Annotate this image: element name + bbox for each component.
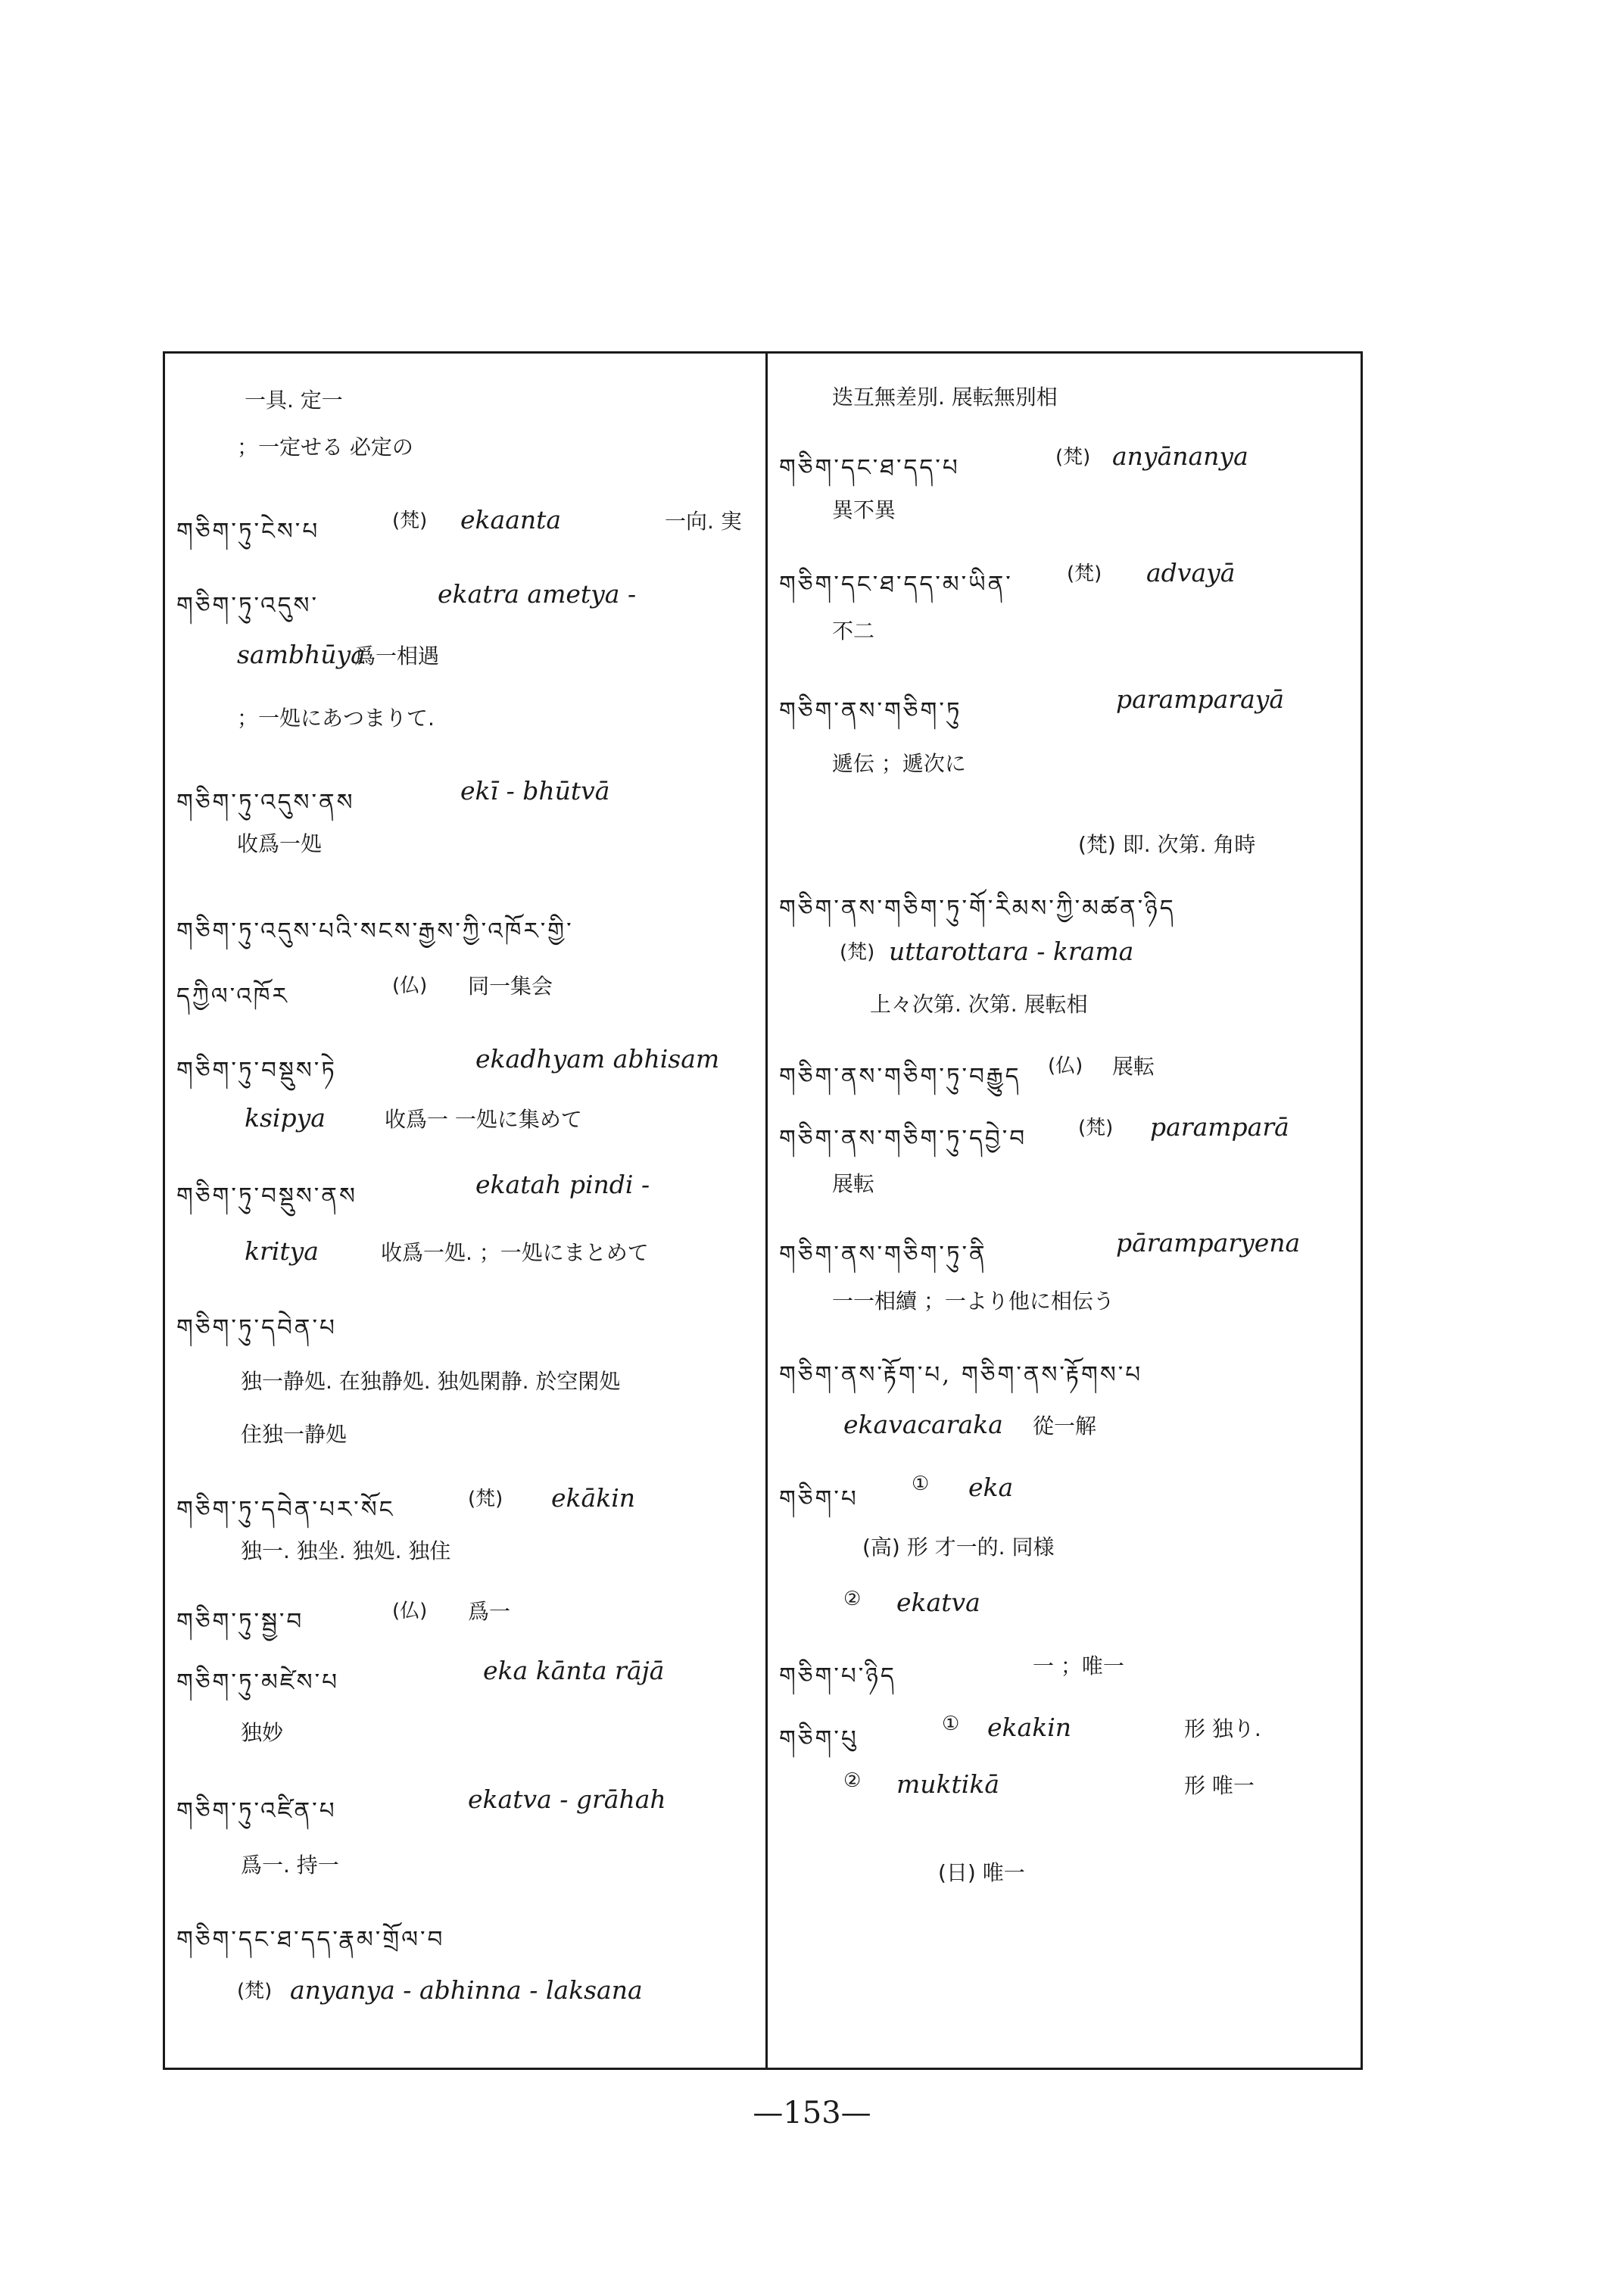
tibetan-headword: གཅིག་ནས་རྟོག་པ, གཅིག་ནས་རྟོགས་པ [779,1361,1143,1389]
definition: 收爲一処. ；一処にまとめて [381,1240,649,1265]
tibetan-headword: གཅིག་པ [779,1485,859,1513]
tibetan-headword: གཅིག་ཏུ་འདུས་ནས [176,789,355,816]
japanese-gloss: (日) 唯一 [938,1860,1025,1885]
tibetan-headword: གཅིག་ནས་གཅིག་ཏུ་བརྒྱུད [779,1063,1021,1090]
dictionary-frame [163,351,1363,2070]
definition: 一 ；唯一 [1033,1653,1124,1678]
tibetan-headword: གཅིག་ནས་གཅིག་ཏུ་གོ་རིམས་ཀྱི་མཚན་ཉིད [779,895,1176,922]
sanskrit-equivalent: paramparayā [1116,684,1285,714]
japanese-gloss: 独一静処. 在独静処. 独処閑静. 於空閑処 [241,1369,621,1394]
japanese-gloss: (梵) 即. 次第. 角時 [1078,832,1256,857]
definition: 一向. 実 [665,509,742,534]
definition: 收爲一 一処に集めて [385,1107,582,1132]
source-abbreviation: (梵) [1067,563,1102,585]
sanskrit-equivalent: ekatah pindi - [475,1170,650,1199]
tibetan-headword: གཅིག་པ་ཉིད [779,1663,896,1690]
japanese-gloss: 上々次第. 次第. 展転相 [870,992,1088,1017]
sanskrit-equivalent: pāramparyena [1116,1228,1301,1258]
source-abbreviation: ② [843,1769,862,1792]
sanskrit-equivalent: ekaanta [460,505,562,535]
source-abbreviation: (仏) [1048,1055,1083,1077]
sanskrit-equivalent: ekī - bhūtvā [460,776,610,806]
japanese-gloss: (高) 形 才一的. 同様 [862,1535,1055,1560]
source-abbreviation: (梵) [468,1488,503,1510]
sanskrit-equivalent: ekavacaraka [843,1410,1003,1439]
source-abbreviation: ① [942,1713,960,1735]
definition: 形 独り. [1184,1716,1261,1741]
left-column [165,354,765,2068]
source-abbreviation: (梵) [1055,446,1091,469]
tibetan-headword: གཅིག་ཏུ་དབེན་པ [176,1314,337,1342]
japanese-gloss: 住独一静処 [241,1422,348,1447]
tibetan-headword: གཅིག་ཏུ་མཛེས་པ [176,1669,339,1696]
tibetan-headword: གཅིག་ཏུ་ངེས་པ [176,518,320,545]
tibetan-headword: གཅིག་ཏུ་དབེན་པར་སོང [176,1496,395,1523]
japanese-gloss: 一一相續 ；一より他に相伝う [832,1289,1114,1314]
definition: 形 唯一 [1184,1773,1255,1798]
tibetan-headword: གཅིག་ཏུ་སྦྱ་བ [176,1608,304,1635]
source-abbreviation: (仏) [392,974,428,997]
tibetan-headword: གཅིག་ཏུ་འཛིན་པ [176,1797,337,1825]
japanese-gloss: 遞伝 ；遞次に [832,751,966,776]
definition: 同一集会 [468,974,553,999]
sanskrit-equivalent: ekakin [987,1713,1072,1742]
sanskrit-equivalent: advayā [1146,558,1236,588]
japanese-gloss: 爲一. 持一 [241,1853,339,1878]
source-abbreviation: (梵) [237,1980,273,2003]
japanese-gloss: 迭互無差別. 展転無別相 [832,385,1058,410]
tibetan-headword: དཀྱིལ་འཁོར [176,983,289,1010]
tibetan-headword: གཅིག་ནས་གཅིག་ཏུ་ནི [779,1241,987,1268]
source-abbreviation: (仏) [392,1600,428,1622]
sanskrit-equivalent: sambhūya [237,640,366,669]
tibetan-headword: གཅིག་ནས་གཅིག་ཏུ [779,697,962,725]
tibetan-headword: གཅིག་དང་ཐ་དད་མ་ཡིན་ [779,571,1013,598]
japanese-gloss: 異不異 [832,497,896,522]
right-column [768,354,1361,2068]
tibetan-headword: གཅིག་ཏུ་འདུས་ [176,592,319,619]
source-abbreviation: (梵) [392,510,428,532]
japanese-gloss: 一具. 定一 [245,388,343,413]
source-abbreviation: ① [912,1473,930,1495]
sanskrit-equivalent: ekākin [551,1483,636,1513]
japanese-gloss: ；一処にあつまりて. [237,706,435,731]
tibetan-headword: གཅིག་དང་ཐ་དད་པ [779,454,960,482]
definition: 爲一相遇 [354,644,440,669]
tibetan-headword: གཅིག་དང་ཐ་དད་རྣམ་གྲོལ་བ [176,1926,445,1953]
source-abbreviation: ② [843,1588,862,1610]
tibetan-headword: གཅིག་པུ [779,1725,859,1753]
tibetan-headword: གཅིག་ཏུ་འདུས་པའི་སངས་རྒྱས་ཀྱི་འཁོར་གྱི་ [176,918,574,945]
definition: 從一解 [1033,1413,1097,1438]
sanskrit-equivalent: anyānanya [1112,441,1248,471]
sanskrit-equivalent: ekatva [896,1588,980,1617]
sanskrit-equivalent: eka [968,1473,1014,1502]
japanese-gloss: 展転 [832,1171,875,1196]
japanese-gloss: ；一定せる 必定の [237,435,413,460]
sanskrit-equivalent: uttarottara - krama [889,937,1134,966]
sanskrit-equivalent: muktikā [896,1769,1000,1799]
sanskrit-equivalent: ksipya [245,1103,326,1133]
sanskrit-equivalent: eka kānta rājā [483,1656,665,1685]
source-abbreviation: (梵) [1078,1117,1114,1139]
japanese-gloss: 独妙 [241,1720,284,1745]
tibetan-headword: གཅིག་ཏུ་བསྡུས་ནས [176,1183,357,1210]
japanese-gloss: 不二 [832,619,875,644]
sanskrit-equivalent: ekatra ametya - [438,579,637,609]
sanskrit-equivalent: ekadhyam abhisam [475,1044,720,1074]
tibetan-headword: གཅིག་ཏུ་བསྡུས་ཏེ [176,1057,337,1084]
japanese-gloss: 独一. 独坐. 独処. 独住 [241,1538,451,1563]
sanskrit-equivalent: ekatva - grāhah [468,1784,666,1814]
page-number: —153— [753,2096,871,2130]
definition: 展転 [1112,1054,1155,1079]
source-abbreviation: (梵) [840,941,875,964]
sanskrit-equivalent: paramparā [1150,1112,1289,1142]
japanese-gloss: 收爲一処 [237,831,323,856]
sanskrit-equivalent: kritya [245,1236,319,1266]
sanskrit-equivalent: anyanya - abhinna - laksana [290,1975,643,2005]
tibetan-headword: གཅིག་ནས་གཅིག་ཏུ་དབྱེ་བ [779,1125,1027,1152]
definition: 爲一 [468,1599,511,1624]
